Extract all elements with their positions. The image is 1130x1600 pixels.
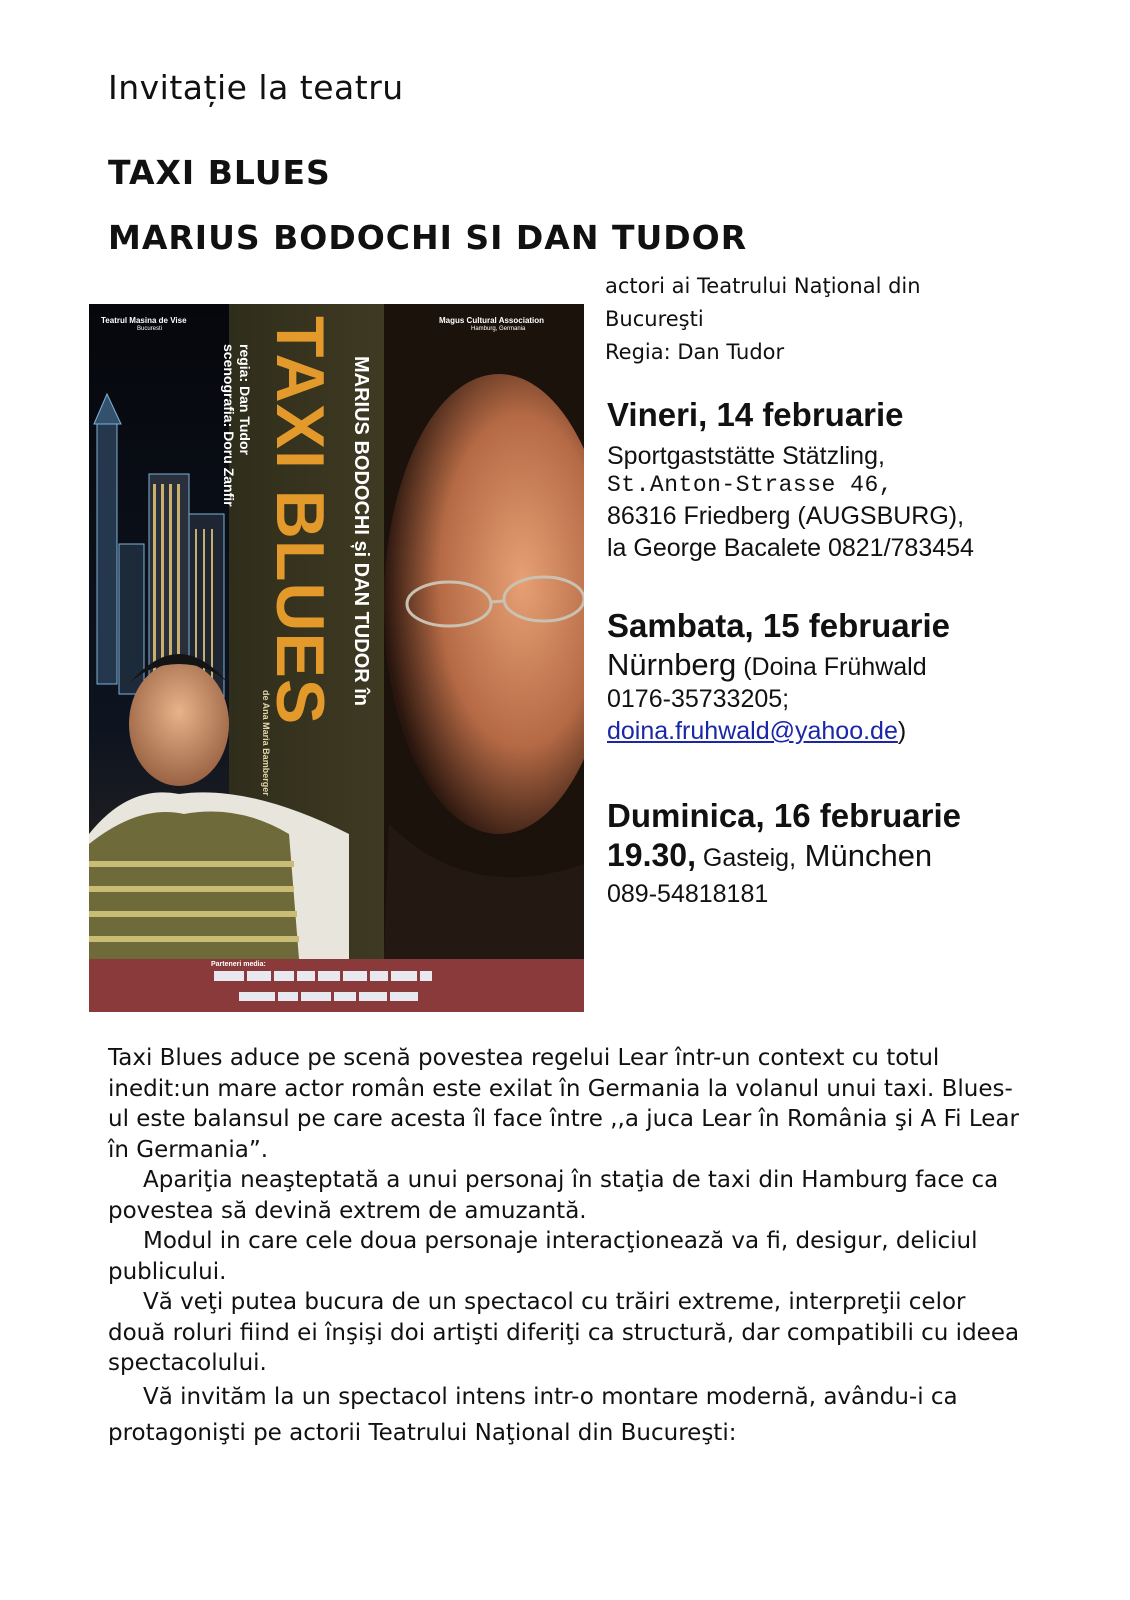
event-day: Vineri, 14 februarie <box>607 396 904 433</box>
actors-heading: MARIUS BODOCHI SI DAN TUDOR <box>108 218 748 257</box>
event-3 <box>607 797 961 910</box>
description <box>108 1043 1028 1451</box>
event-city: 86316 Friedberg (AUGSBURG), <box>607 502 965 530</box>
email-link[interactable]: doina.fruhwald@yahoo.de <box>607 717 898 745</box>
event-phone: 089-54818181 <box>607 880 769 908</box>
event-city: Nürnberg <box>607 647 737 682</box>
paragraph: Apariţia neaşteptată a unui personaj în staţia de taxi din Hamburg face ca povestea să devină extrem de amuzantă. <box>108 1167 999 1224</box>
poster-partner: Magus Cultural Association <box>439 316 545 325</box>
poster-producer: Teatrul Masina de Vise <box>101 316 187 325</box>
side-line-2: Bucureşti <box>605 307 704 331</box>
event-2 <box>607 607 950 747</box>
poster-partner-sub: Hamburg, Germania <box>471 326 526 332</box>
event-close: ) <box>897 717 907 745</box>
event-street: St.Anton-Strasse 46, <box>607 472 894 498</box>
poster-actors-line: MARIUS BODOCHI și DAN TUDOR în <box>350 356 372 706</box>
event-1 <box>607 396 974 564</box>
poster-title: TAXI BLUES <box>262 316 338 726</box>
event-day: Duminica, 16 februarie <box>607 797 961 834</box>
director-line: Regia: Dan Tudor <box>605 340 785 364</box>
paragraph: Vă veţi putea bucura de un spectacol cu trăiri extreme, interpreţii celor două roluri fiind ei înşişi doi artişti diferiţi ca structură, dar compatibili cu ideea spectacolului. <box>108 1289 1020 1376</box>
event-city: München <box>796 838 933 873</box>
event-venue: Gasteig, <box>695 844 797 872</box>
event-contact: la George Bacalete 0821/783454 <box>607 534 974 562</box>
event-contact-name: (Doina Frühwald <box>736 653 927 681</box>
event-day: Sambata, 15 februarie <box>607 607 950 644</box>
paragraph: Vă invităm la un spectacol intens intr-o montare modernă, avându-i ca protagonişti pe actorii Teatrului Naţional din Bucureşti: <box>108 1383 958 1446</box>
poster-credit-director: regia: Dan Tudor <box>237 344 253 455</box>
invitation-heading: Invitație la teatru <box>108 68 404 107</box>
paragraph: Taxi Blues aduce pe scenă povestea regelui Lear într-un context cu totul inedit:un mare actor român este exilat în Germania la volanul unui taxi. Blues-ul este balansul pe care acesta îl face între ,,a juca Lear în România şi A Fi Lear în Germania”. <box>108 1045 1019 1163</box>
event-venue: Sportgaststätte Stätzling, <box>607 442 885 470</box>
poster-producer-sub: Bucuresti <box>137 326 163 332</box>
side-info <box>605 270 921 369</box>
event-phone: 0176-35733205; <box>607 685 790 713</box>
poster-media: Parteneri media: <box>211 961 266 968</box>
side-line-1: actori ai Teatrului Naţional din <box>605 274 921 298</box>
show-title: TAXI BLUES <box>108 153 331 192</box>
poster-credit-set: scenografia: Doru Zanfir <box>221 344 237 507</box>
show-poster <box>89 304 584 1012</box>
paragraph: Modul in care cele doua personaje interacţionează va fi, desigur, deliciul publicului. <box>108 1228 978 1285</box>
event-time: 19.30, <box>607 837 696 873</box>
poster-author: de Ana Maria Bamberger <box>261 690 271 796</box>
